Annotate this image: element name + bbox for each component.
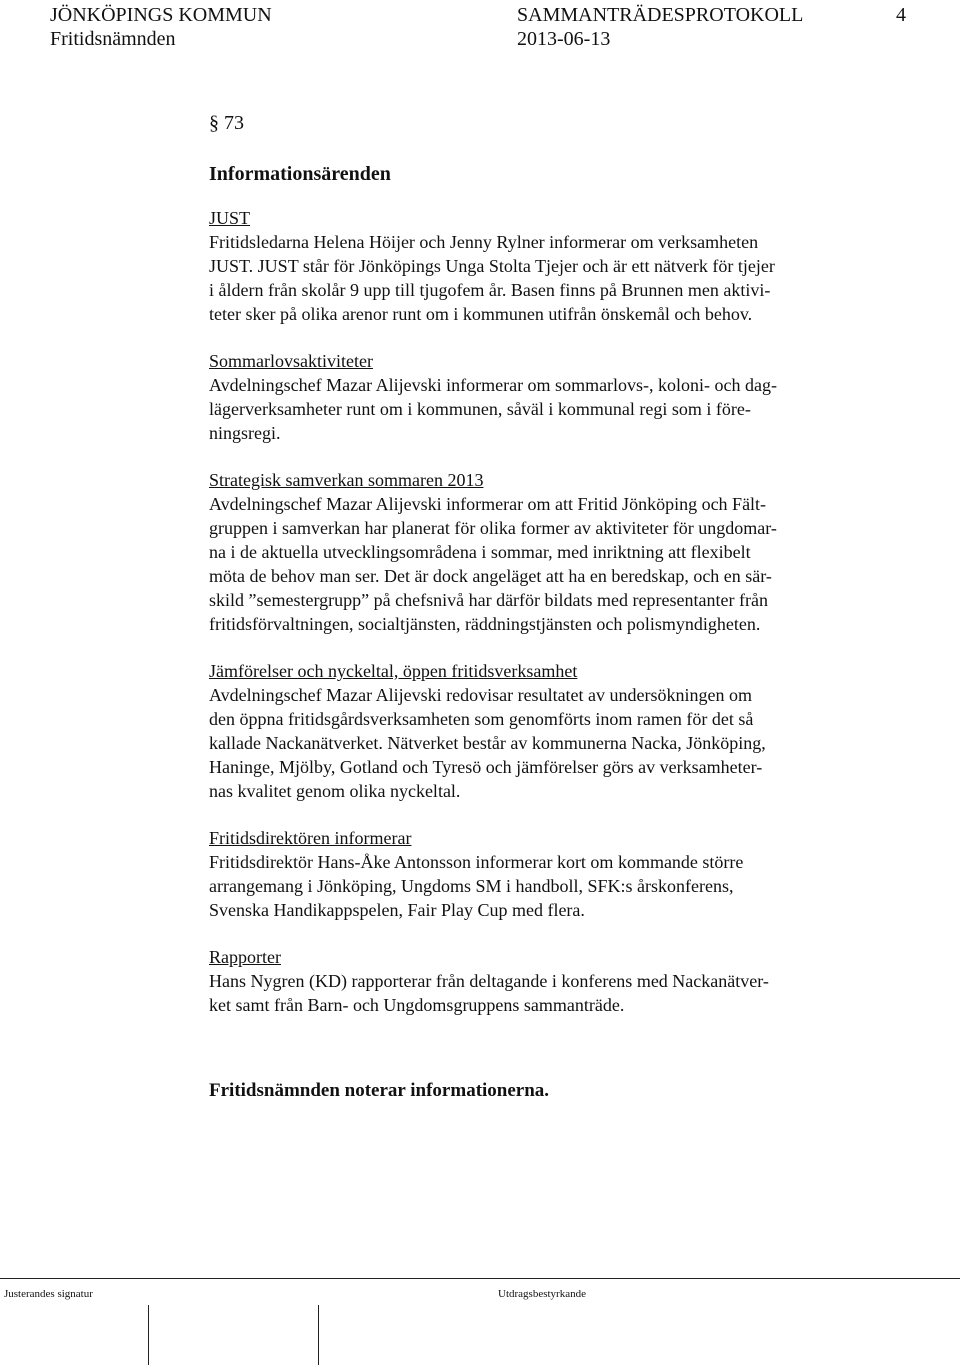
- section-jamforelser: [209, 659, 869, 803]
- body-line: ket samt från Barn- och Ungdomsgruppens sammanträde.: [209, 995, 625, 1015]
- document-body: [209, 111, 869, 1103]
- section-heading: Strategisk samverkan sommaren 2013: [209, 470, 484, 490]
- body-line: Avdelningschef Mazar Alijevski informerar om sommarlovs-, koloni- och dag-: [209, 375, 778, 395]
- section-rapporter: [209, 945, 869, 1017]
- body-line: Avdelningschef Mazar Alijevski informerar om att Fritid Jönköping och Fält-: [209, 494, 767, 514]
- body-line: Haninge, Mjölby, Gotland och Tyresö och jämförelser görs av verksamheter-: [209, 757, 763, 777]
- certification-label: Utdragsbestyrkande: [498, 1288, 586, 1300]
- org-name: JÖNKÖPINGS KOMMUN: [50, 4, 272, 26]
- page-title: Informationsärenden: [209, 163, 391, 185]
- body-line: i åldern från skolår 9 upp till tjugofem år. Basen finns på Brunnen men aktivi-: [209, 280, 771, 300]
- section-strategisk-samverkan: [209, 468, 869, 636]
- body-line: Fritidsdirektör Hans-Åke Antonsson informerar kort om kommande större: [209, 852, 744, 872]
- section-heading: Jämförelser och nyckeltal, öppen fritidsverksamhet: [209, 661, 578, 681]
- body-line: fritidsförvaltningen, socialtjänsten, räddningstjänsten och polismyndigheten.: [209, 614, 761, 634]
- signature-label: Justerandes signatur: [4, 1288, 93, 1300]
- footer-divider: [0, 1278, 960, 1279]
- body-line: teter sker på olika arenor runt om i kommunen utifrån önskemål och behov.: [209, 304, 753, 324]
- document-type: SAMMANTRÄDESPROTOKOLL: [517, 4, 804, 26]
- body-line: nas kvalitet genom olika nyckeltal.: [209, 781, 461, 801]
- body-line: Avdelningschef Mazar Alijevski redovisar resultatet av undersökningen om: [209, 685, 753, 705]
- paragraph-number: § 73: [209, 112, 244, 134]
- section-heading: Fritidsdirektören informerar: [209, 828, 412, 848]
- section-sommarlov: [209, 349, 869, 445]
- meeting-date: 2013-06-13: [517, 28, 611, 50]
- body-line: kallade Nackanätverket. Nätverket består av kommunerna Nacka, Jönköping,: [209, 733, 766, 753]
- body-line: arrangemang i Jönköping, Ungdoms SM i handboll, SFK:s årskonferens,: [209, 876, 734, 896]
- body-line: na i de aktuella utvecklingsområdena i sommar, med inriktning att flexibelt: [209, 542, 751, 562]
- signature-box-divider: [318, 1305, 319, 1365]
- signature-box-divider: [148, 1305, 149, 1365]
- committee-name: Fritidsnämnden: [50, 28, 176, 50]
- body-line: JUST. JUST står för Jönköpings Unga Stolta Tjejer och är ett nätverk för tjejer: [209, 256, 775, 276]
- body-line: skild ”semestergrupp” på chefsnivå har därför bildats med representanter från: [209, 590, 768, 610]
- section-just: [209, 206, 869, 326]
- body-line: Hans Nygren (KD) rapporterar från deltagande i konferens med Nackanätver-: [209, 971, 769, 991]
- section-heading: Sommarlovsaktiviteter: [209, 351, 373, 371]
- body-line: den öppna fritidsgårdsverksamheten som genomförts inom ramen för det så: [209, 709, 754, 729]
- body-line: möta de behov man ser. Det är dock angeläget att ha en beredskap, och en sär-: [209, 566, 772, 586]
- body-line: Fritidsledarna Helena Höijer och Jenny Rylner informerar om verksamheten: [209, 232, 759, 252]
- section-heading: Rapporter: [209, 947, 281, 967]
- section-heading: JUST: [209, 208, 251, 228]
- page-number: 4: [896, 4, 906, 26]
- body-line: gruppen i samverkan har planerat för olika former av aktiviteter för ungdomar-: [209, 518, 777, 538]
- body-line: ningsregi.: [209, 423, 281, 443]
- body-line: Svenska Handikappspelen, Fair Play Cup med flera.: [209, 900, 585, 920]
- section-fritidsdirektoren: [209, 826, 869, 922]
- decision-statement: Fritidsnämnden noterar informationerna.: [209, 1080, 550, 1101]
- body-line: lägerverksamheter runt om i kommunen, såväl i kommunal regi som i före-: [209, 399, 751, 419]
